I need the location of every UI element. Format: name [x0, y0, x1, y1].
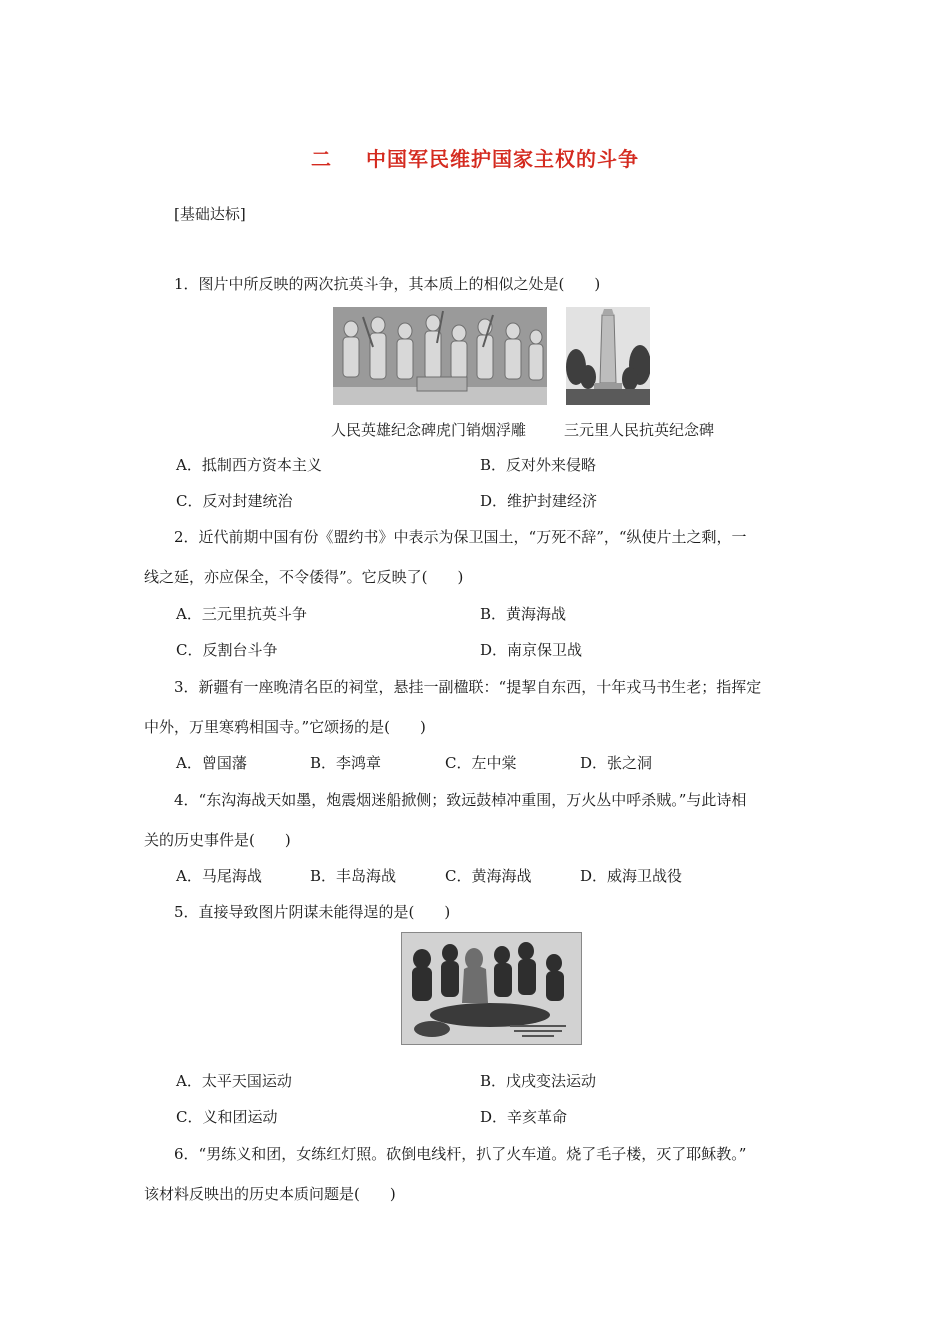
q3-option-c[interactable]: C．左中棠: [445, 754, 517, 772]
question-6-stem-line1: 6．“男练义和团，女练红灯照。砍倒电线杆，扒了火车道。烧了毛子楼，灭了耶稣教。”: [174, 1145, 747, 1163]
q5-option-d[interactable]: D．辛亥革命: [480, 1108, 568, 1126]
page-title: [0, 143, 950, 172]
q3-option-d[interactable]: D．张之洞: [580, 754, 653, 772]
question-4-stem-line2: 关的历史事件是( ): [144, 831, 291, 849]
q1-option-c[interactable]: C．反对封建统治: [176, 492, 293, 510]
q5-option-c[interactable]: C．义和团运动: [176, 1108, 278, 1126]
lesson-title: 中国军民维护国家主权的斗争: [366, 147, 639, 171]
q5-option-b[interactable]: B．戊戌变法运动: [480, 1072, 597, 1090]
q1-option-a[interactable]: A．抵制西方资本主义: [176, 456, 322, 474]
question-3-stem-line2: 中外，万里寒鸦相国寺。”它颂扬的是( ): [144, 718, 426, 736]
relief-figures-illustration: [333, 307, 547, 405]
q2-option-d[interactable]: D．南京保卫战: [480, 641, 583, 659]
question-3-stem-line1: 3．新疆有一座晚清名臣的祠堂，悬挂一副楹联：“提挈自东西，十年戎马书生老；指挥定: [174, 678, 762, 696]
q2-option-a[interactable]: A．三元里抗英斗争: [176, 605, 307, 623]
q2-option-c[interactable]: C．反割台斗争: [176, 641, 278, 659]
q2-option-b[interactable]: B．黄海海战: [480, 605, 567, 623]
relief-sculpture-image: [333, 307, 547, 405]
q1-option-d[interactable]: D．维护封建经济: [480, 492, 598, 510]
q4-option-a[interactable]: A．马尾海战: [176, 867, 262, 885]
section-label: [基础达标]: [174, 205, 246, 223]
q4-option-c[interactable]: C．黄海海战: [445, 867, 532, 885]
q5-option-a[interactable]: A．太平天国运动: [176, 1072, 292, 1090]
caption-monument: 三元里人民抗英纪念碑: [564, 421, 715, 439]
q4-option-d[interactable]: D．威海卫战役: [580, 867, 683, 885]
q1-option-b[interactable]: B．反对外来侵略: [480, 456, 597, 474]
q3-option-a[interactable]: A．曾国藩: [176, 754, 247, 772]
question-4-stem-line1: 4．“东沟海战天如墨，炮震烟迷船掀侧；致远鼓棹冲重围，万火丛中呼杀贼。”与此诗相: [174, 791, 747, 809]
political-cartoon-image: [401, 932, 582, 1045]
question-5-stem: 5．直接导致图片阴谋未能得逞的是( ): [174, 903, 451, 921]
q3-option-b[interactable]: B．李鸿章: [310, 754, 382, 772]
question-6-stem-line2: 该材料反映出的历史本质问题是( ): [144, 1185, 396, 1203]
monument-illustration: [566, 307, 650, 405]
question-1-stem: 1．图片中所反映的两次抗英斗争，其本质上的相似之处是( ): [174, 275, 601, 293]
question-2-stem-line1: 2．近代前期中国有份《盟约书》中表示为保卫国土，“万死不辞”，“纵使片土之剩，一: [174, 528, 747, 546]
caption-relief: 人民英雄纪念碑虎门销烟浮雕: [331, 421, 527, 439]
cartoon-illustration: [402, 933, 581, 1044]
question-2-stem-line2: 线之延，亦应保全，不令倭得”。它反映了( ): [144, 568, 464, 586]
q4-option-b[interactable]: B．丰岛海战: [310, 867, 397, 885]
monument-image: [566, 307, 650, 405]
lesson-number: 二: [311, 147, 332, 171]
